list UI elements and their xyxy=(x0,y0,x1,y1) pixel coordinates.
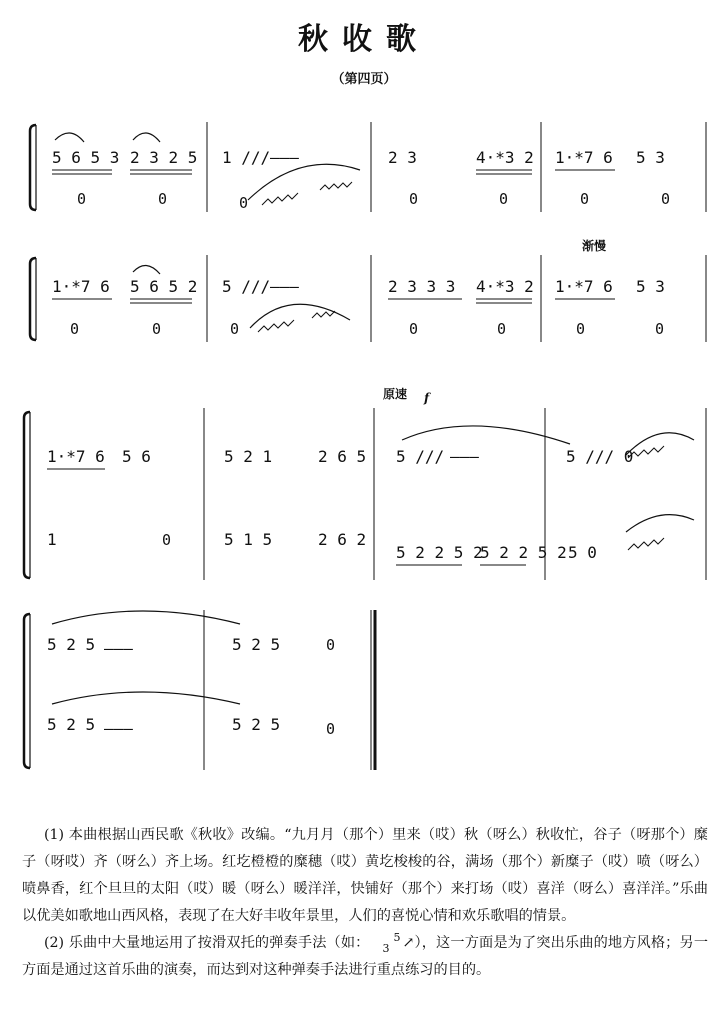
note-2-text-b: ），这一方面是为了突出乐曲的地方风格；另一方面是通过这首乐曲的演奏，而达到对这种弹奏手法进行重点练习的目的。 xyxy=(22,935,709,978)
s2-m4-notes-a: 1·*7 6 xyxy=(555,277,613,296)
system-4 xyxy=(24,610,375,770)
s2-m3-zero-a: 0 xyxy=(409,320,419,338)
s1-m1-zero-b: 0 xyxy=(158,190,168,208)
s3-m3-lower-b: 5 2 2 5 2 xyxy=(480,543,567,562)
slide-example-fraction xyxy=(371,932,400,954)
s1-m2-zero: 0 xyxy=(239,194,249,212)
note-2-text-a: (2) 乐曲中大量地运用了按滑双托的弹奏手法（如： xyxy=(44,935,370,951)
s2-m3-notes-b: 4·*3 2 xyxy=(476,277,534,296)
s1-m3-zero-a: 0 xyxy=(409,190,419,208)
s2-m1-zero-b: 0 xyxy=(152,320,162,338)
system-2 xyxy=(30,238,706,342)
s3-m2-lower-a: 5 1 5 xyxy=(224,530,273,549)
s4-m2-upper: 5 2 5 xyxy=(232,635,281,654)
s1-m3-notes-b: 4·*3 2 xyxy=(476,148,534,167)
s3-m2-lower-b: 2 6 2 xyxy=(318,530,367,549)
system-1 xyxy=(30,122,706,212)
s4-m1-lower: 5 2 5 xyxy=(47,715,96,734)
s1-m4-zero-b: 0 xyxy=(661,190,671,208)
page-subtitle: （第四页） xyxy=(331,72,397,87)
dynamic-forte-mark: f xyxy=(424,391,430,405)
note-paragraph-1: (1) 本曲根据山西民歌《秋收》改编。“九月月（那个）里来（哎）秋（呀么）秋收忙，谷子（呀那个）糜子（呀哎）齐（呀么）齐上场。红圪橙橙的糜穗（哎）黄圪梭梭的谷，满场（那个）新糜子（哎）喷（呀么）喷鼻香，红个旦旦的太阳（哎）暖（呀么）暖洋洋，快铺好（那个）来打场（哎）喜洋（呀么）喜洋洋。”乐曲以优美如歌地山西风格，表现了在大好丰收年景里，人们的喜悦心情和欢乐歌唱的情景。 xyxy=(22,827,708,924)
s3-m3-note: 5 /// xyxy=(396,447,445,466)
s3-m4-lower: 5 0 xyxy=(568,543,597,562)
s2-m2-zero: 0 xyxy=(230,320,240,338)
s3-m4-upper: 5 /// 0 xyxy=(566,447,634,466)
s1-m4-notes-b: 5 3 xyxy=(636,148,665,167)
fraction-top: 5 xyxy=(393,931,401,944)
s1-m3-zero-b: 0 xyxy=(499,190,509,208)
s4-m1-lower-hold: ——— xyxy=(104,719,133,738)
s4-m1-upper: 5 2 5 xyxy=(47,635,96,654)
s3-m2-upper-a: 5 2 1 xyxy=(224,447,273,466)
s1-m4-zero-a: 0 xyxy=(580,190,590,208)
performance-notes xyxy=(22,822,708,984)
s3-m1-low-a: 1 xyxy=(47,530,57,549)
yuansu-mark: 原速 xyxy=(383,387,408,401)
s4-m2-lower: 5 2 5 xyxy=(232,715,281,734)
page-title: 秋收歌 xyxy=(298,22,430,57)
s3-m3-lower-a: 5 2 2 5 2 xyxy=(396,543,483,562)
s2-m4-notes-b: 5 3 xyxy=(636,277,665,296)
s1-m1-notes-b: 2 3 2 5 xyxy=(130,148,198,167)
s1-m4-notes-a: 1·*7 6 xyxy=(555,148,613,167)
s2-m1-notes-a: 1·*7 6 xyxy=(52,277,110,296)
s4-m2-lower-zero: 0 xyxy=(326,720,336,738)
fraction-bottom: 3 xyxy=(382,942,390,955)
s2-m1-notes-b: 5 6 5 2 xyxy=(130,277,198,296)
s3-m2-upper-b: 2 6 5 xyxy=(318,447,367,466)
s3-m1-low-b: 0 xyxy=(162,531,172,549)
system-3 xyxy=(24,386,706,580)
s1-m2-note: 1 /// xyxy=(222,148,271,167)
s3-m3-hold: ——— xyxy=(450,447,479,466)
s2-m1-zero-a: 0 xyxy=(70,320,80,338)
s1-m3-notes-a: 2 3 xyxy=(388,148,417,167)
s2-m4-zero-a: 0 xyxy=(576,320,586,338)
s1-m1-notes-a: 5 6 5 3 xyxy=(52,148,120,167)
s4-m1-upper-hold: ——— xyxy=(104,639,133,658)
s2-m2-note: 5 /// xyxy=(222,277,271,296)
jianman-mark: 渐慢 xyxy=(582,239,607,253)
s2-m4-zero-b: 0 xyxy=(655,320,665,338)
s3-m1-notes-b: 5 6 xyxy=(122,447,151,466)
s2-m2-hold: ——— xyxy=(270,277,299,296)
note-paragraph-2 xyxy=(22,930,708,984)
s1-m1-zero-a: 0 xyxy=(77,190,87,208)
s1-m2-hold: ——— xyxy=(270,148,299,167)
s3-m1-notes-a: 1·*7 6 xyxy=(47,447,105,466)
s2-m3-notes-a: 2 3 3 3 xyxy=(388,277,456,296)
s4-m2-upper-zero: 0 xyxy=(326,636,336,654)
slide-arrow-icon: ↗ xyxy=(402,935,415,951)
s2-m3-zero-b: 0 xyxy=(497,320,507,338)
